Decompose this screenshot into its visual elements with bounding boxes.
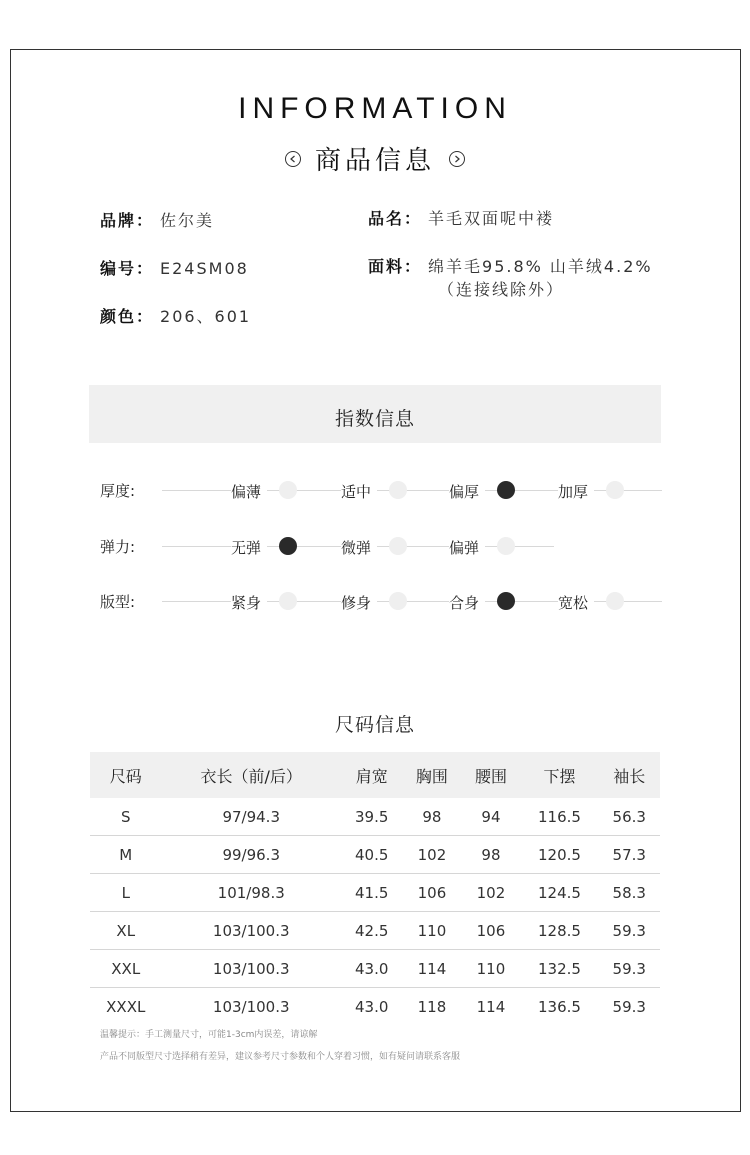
title-chinese: 商品信息 (314, 146, 435, 176)
name-field (368, 206, 554, 229)
table-row (90, 950, 660, 988)
size-header-cell: 下摆 (520, 752, 598, 798)
unselected-dot-icon (389, 481, 407, 499)
index-option-label: 偏厚 (449, 481, 485, 502)
title-chinese-wrap (0, 140, 750, 177)
index-option (449, 534, 529, 558)
size-cell: 101/98.3 (161, 874, 340, 912)
size-cell: 102 (402, 836, 461, 874)
color-value: 206、601 (160, 307, 252, 326)
index-row (100, 534, 665, 558)
unselected-dot-icon (497, 537, 515, 555)
size-header-cell: 腰围 (461, 752, 520, 798)
brand-field (100, 208, 214, 231)
size-cell: 132.5 (520, 950, 598, 988)
index-option-label: 无弹 (231, 537, 267, 558)
index-option (231, 534, 311, 558)
code-field (100, 256, 249, 279)
size-cell: S (90, 798, 161, 836)
size-cell: XXXL (106, 997, 146, 1016)
index-row-label: 版型: (100, 593, 136, 611)
size-cell: 106 (402, 874, 461, 912)
size-cell: 42.5 (341, 912, 402, 950)
size-table-header (90, 752, 660, 798)
brand-value: 佐尔美 (160, 211, 215, 230)
size-cell: 136.5 (538, 997, 581, 1016)
size-cell: 110 (402, 912, 461, 950)
index-option (341, 534, 421, 558)
index-option (231, 589, 311, 613)
unselected-dot-icon (279, 481, 297, 499)
size-header-cell: 袖长 (599, 752, 661, 798)
index-row (100, 478, 665, 502)
color-label: 颜色： (100, 307, 155, 326)
index-option-label: 紧身 (231, 592, 267, 613)
size-cell: 99/96.3 (161, 836, 340, 874)
size-table (90, 752, 660, 1025)
unselected-dot-icon (606, 592, 624, 610)
index-row (100, 589, 665, 613)
title-english: INFORMATION (238, 92, 512, 125)
size-cell: L (90, 874, 161, 912)
index-option-label: 适中 (341, 481, 377, 502)
note-fit: 产品不同版型尺寸选择稍有差异，建议参考尺寸参数和个人穿着习惯，如有疑问请联系客服 (100, 1052, 461, 1062)
name-value: 羊毛双面呢中褛 (428, 209, 555, 228)
size-header-cell: 尺码 (90, 752, 161, 798)
code-label: 编号： (100, 259, 155, 278)
size-cell: 57.3 (599, 836, 661, 874)
unselected-dot-icon (279, 592, 297, 610)
index-option-label: 宽松 (558, 592, 594, 613)
size-cell: XL (90, 912, 161, 950)
index-option (231, 478, 311, 502)
unselected-dot-icon (606, 481, 624, 499)
index-option (341, 478, 421, 502)
index-option-label: 偏薄 (231, 481, 267, 502)
fabric-value-1: 绵羊毛95.8% 山羊绒4.2% (428, 257, 653, 276)
index-option-label: 加厚 (558, 481, 594, 502)
index-option-label: 微弹 (341, 537, 377, 558)
table-row (90, 798, 660, 836)
fabric-label: 面料： (368, 257, 423, 276)
index-row-label: 厚度: (100, 482, 136, 500)
size-cell: 128.5 (520, 912, 598, 950)
index-option (449, 478, 529, 502)
size-header-cell: 衣长（前/后） (161, 752, 340, 798)
unselected-dot-icon (389, 537, 407, 555)
size-cell: 116.5 (520, 798, 598, 836)
selected-dot-icon (279, 537, 297, 555)
index-option (449, 589, 529, 613)
size-cell: 40.5 (341, 836, 402, 874)
color-field (100, 304, 251, 327)
size-cell: 59.3 (599, 912, 661, 950)
size-cell: 103/100.3 (161, 912, 340, 950)
size-info-title: 尺码信息 (334, 714, 415, 736)
index-row-label: 弹力: (100, 538, 136, 556)
index-option-label: 合身 (449, 592, 485, 613)
size-header-cell: 胸围 (402, 752, 461, 798)
note-measurement: 温馨提示：手工测量尺寸，可能1-3cm内误差，请谅解 (100, 1030, 318, 1040)
size-cell: 98 (461, 836, 520, 874)
size-cell: 41.5 (341, 874, 402, 912)
index-option (558, 589, 638, 613)
fabric-value-2: （连接线除外） (438, 280, 565, 299)
size-cell: 110 (461, 950, 520, 988)
selected-dot-icon (497, 592, 515, 610)
size-cell: 102 (461, 874, 520, 912)
size-cell: 58.3 (599, 874, 661, 912)
table-row (90, 912, 660, 950)
unselected-dot-icon (389, 592, 407, 610)
size-header-cell: 肩宽 (341, 752, 402, 798)
size-cell: 120.5 (520, 836, 598, 874)
size-cell: 97/94.3 (161, 798, 340, 836)
name-label: 品名： (368, 209, 423, 228)
size-cell: 94 (461, 798, 520, 836)
code-value: E24SM08 (160, 259, 249, 278)
size-cell: M (90, 836, 161, 874)
brand-label: 品牌： (100, 211, 155, 230)
size-cell: 103/100.3 (212, 997, 290, 1016)
size-cell: 124.5 (520, 874, 598, 912)
size-cell: 56.3 (599, 798, 661, 836)
selected-dot-icon (497, 481, 515, 499)
fabric-field (368, 254, 698, 300)
index-option-label: 偏弹 (449, 537, 485, 558)
size-cell: 103/100.3 (161, 950, 340, 988)
index-info-title: 指数信息 (334, 408, 415, 430)
size-cell: 43.0 (354, 997, 389, 1016)
size-cell: 106 (461, 912, 520, 950)
size-cell: 59.3 (599, 950, 661, 988)
size-cell: 39.5 (341, 798, 402, 836)
index-option-label: 修身 (341, 592, 377, 613)
size-cell: 59.3 (612, 997, 646, 1016)
size-cell: 98 (402, 798, 461, 836)
table-row (90, 988, 660, 1026)
right-arrow-icon (449, 151, 465, 167)
size-cell: 43.0 (341, 950, 402, 988)
size-cell: 118 (417, 997, 447, 1016)
size-table-body (90, 798, 660, 1025)
index-option (558, 478, 638, 502)
table-row (90, 874, 660, 912)
size-cell: 114 (402, 950, 461, 988)
left-arrow-icon (285, 151, 301, 167)
table-row (90, 836, 660, 874)
size-cell: XXL (90, 950, 161, 988)
index-option (341, 589, 421, 613)
size-cell: 114 (476, 997, 506, 1016)
